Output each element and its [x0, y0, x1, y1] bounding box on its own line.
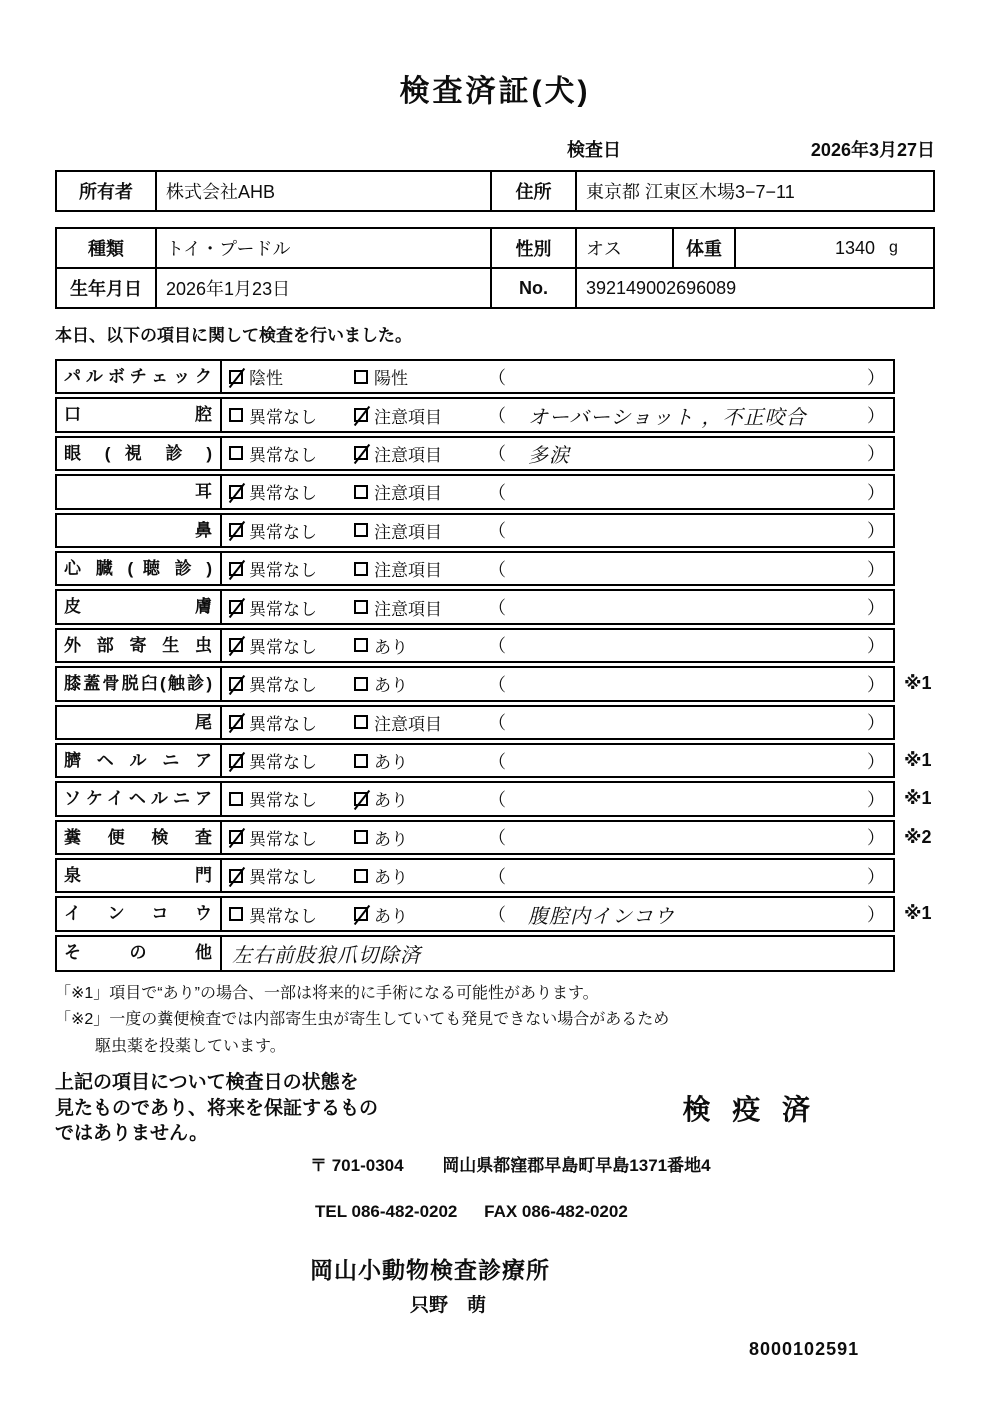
exam-option-1	[222, 361, 350, 392]
exam-line	[55, 781, 1000, 816]
checkbox[interactable]	[354, 408, 368, 422]
option-label: 異常なし	[249, 714, 317, 734]
disclaimer-text	[55, 1070, 378, 1147]
intro-text: 本日、以下の項目に関して検査を行いました。	[55, 326, 412, 345]
close-paren: ）	[867, 406, 885, 427]
exam-note-area	[486, 515, 893, 546]
footnote-mark	[895, 589, 940, 624]
exam-note-area	[486, 860, 893, 891]
inspection-date-label: 検査日	[567, 140, 621, 160]
exam-item-label: パルボチェック	[57, 361, 222, 392]
exam-note-area	[486, 745, 893, 776]
checkbox[interactable]	[229, 523, 243, 537]
exam-option-2	[350, 745, 486, 776]
exam-item-label: 糞 便 検 査	[57, 822, 222, 853]
exam-row	[55, 781, 895, 816]
exam-row	[55, 858, 895, 893]
exam-line	[55, 359, 1000, 394]
open-paren: （	[488, 866, 506, 887]
open-paren: （	[488, 751, 506, 772]
footnote-mark	[895, 359, 940, 394]
exam-option-2	[350, 591, 486, 622]
close-paren: ）	[867, 444, 885, 465]
exam-item-label: ソケイヘルニア	[57, 783, 222, 814]
exam-option-2	[350, 860, 486, 891]
address-value: 東京都 江東区木場3−7−11	[586, 182, 795, 202]
close-paren: ）	[867, 751, 885, 772]
exam-option-2	[350, 898, 486, 929]
exam-item-label: 外 部 寄 生 虫	[57, 630, 222, 661]
exam-note-area	[486, 399, 893, 430]
disclaimer-line-2: 見たものであり、将来を保証するもの	[55, 1097, 379, 1119]
footnote-2: 「※2」一度の糞便検査では内部寄生虫が寄生していても発見できない場合があるため	[55, 1011, 670, 1029]
exam-line	[55, 935, 1000, 972]
checkbox[interactable]	[229, 869, 243, 883]
option-label: 注意項目	[374, 561, 442, 581]
weight-unit: g	[889, 239, 898, 256]
exam-option-2	[350, 783, 486, 814]
exam-line	[55, 896, 1000, 931]
exam-line	[55, 589, 1000, 624]
open-paren: （	[488, 905, 506, 926]
exam-option-2	[350, 553, 486, 584]
sex-value: オス	[577, 229, 674, 267]
checkbox[interactable]	[354, 715, 368, 729]
option-label: 注意項目	[374, 714, 442, 734]
option-label: 異常なし	[249, 599, 317, 619]
footnote-mark: ※1	[904, 673, 932, 694]
exam-note-area	[486, 591, 893, 622]
checkbox[interactable]	[229, 792, 243, 806]
footnote-mark	[895, 935, 940, 972]
exam-line	[55, 705, 1000, 740]
exam-row	[55, 436, 895, 471]
exam-option-2	[350, 438, 486, 469]
option-label: 異常なし	[249, 829, 317, 849]
exam-option-1	[222, 668, 350, 699]
exam-row	[55, 551, 895, 586]
option-label: 異常なし	[249, 407, 317, 427]
exam-row	[55, 820, 895, 855]
clinic-fax: FAX 086-482-0202	[484, 1201, 628, 1221]
option-label: 異常なし	[249, 791, 317, 811]
open-paren: （	[488, 789, 506, 810]
checkbox[interactable]	[229, 600, 243, 614]
exam-line	[55, 858, 1000, 893]
checkbox[interactable]	[229, 446, 243, 460]
footnote-mark	[895, 628, 940, 663]
number-label: No.	[492, 269, 577, 307]
close-paren: ）	[867, 866, 885, 887]
checkbox[interactable]	[229, 638, 243, 652]
option-label: あり	[374, 753, 408, 773]
footnote-mark: ※1	[904, 903, 932, 924]
exam-row	[55, 628, 895, 663]
footnote-mark	[895, 551, 940, 586]
exam-note-area	[486, 630, 893, 661]
checkbox[interactable]	[354, 677, 368, 691]
exam-option-1	[222, 438, 350, 469]
option-label: 異常なし	[249, 445, 317, 465]
exam-row	[55, 359, 895, 394]
exam-row	[55, 935, 895, 972]
exam-note-area	[486, 707, 893, 738]
exam-note-area	[486, 668, 893, 699]
exam-option-2	[350, 707, 486, 738]
checkbox[interactable]	[354, 562, 368, 576]
exam-line	[55, 513, 1000, 548]
close-paren: ）	[867, 559, 885, 580]
checkbox[interactable]	[229, 907, 243, 921]
exam-note-area	[486, 553, 893, 584]
footnote-mark	[895, 436, 940, 471]
birthdate-value: 2026年1月23日	[157, 269, 492, 307]
disclaimer-block	[55, 1070, 935, 1147]
document-number: 8000102591	[749, 1338, 860, 1359]
footnote-mark	[895, 705, 940, 740]
checkbox[interactable]	[354, 754, 368, 768]
exam-item-label: 膝蓋骨脱臼(触診)	[57, 668, 222, 699]
footnotes	[55, 981, 935, 1060]
option-label: 異常なし	[249, 637, 317, 657]
checkbox[interactable]	[354, 485, 368, 499]
birthdate-label: 生年月日	[57, 269, 157, 307]
exam-line	[55, 743, 1000, 778]
clinic-block	[310, 1151, 1000, 1317]
checkbox[interactable]	[354, 600, 368, 614]
option-label: あり	[374, 791, 408, 811]
footnote-mark	[895, 474, 940, 509]
option-label: 注意項目	[374, 445, 442, 465]
handwritten-note: 多涙	[528, 442, 570, 467]
exam-item-label: 臍 ヘ ル ニ ア	[57, 745, 222, 776]
footnote-mark	[895, 858, 940, 893]
clinic-name: 岡山小動物検査診療所	[310, 1256, 550, 1283]
close-paren: ）	[867, 905, 885, 926]
exam-item-label: 尾	[57, 707, 222, 738]
open-paren: （	[488, 559, 506, 580]
exam-note-area	[486, 822, 893, 853]
option-label: あり	[374, 906, 408, 926]
exam-option-1	[222, 860, 350, 891]
checkbox[interactable]	[354, 907, 368, 921]
sex-label: 性別	[492, 229, 577, 267]
exam-note-area	[486, 476, 893, 507]
owner-value: 株式会社AHB	[157, 172, 492, 210]
owner-row	[55, 170, 935, 212]
exam-option-1	[222, 783, 350, 814]
exam-row	[55, 743, 895, 778]
exam-option-1	[222, 476, 350, 507]
quarantine-stamp: 検 疫 済	[682, 1094, 817, 1126]
exam-item-label: 泉 門	[57, 860, 222, 891]
handwritten-note: オーバーショット ，不正咬合	[528, 404, 807, 429]
exam-option-1	[222, 898, 350, 929]
exam-option-2	[350, 515, 486, 546]
footnote-mark	[895, 397, 940, 432]
handwritten-note: 左右前肢狼爪切除済	[232, 942, 421, 967]
exam-line	[55, 666, 1000, 701]
open-paren: （	[488, 674, 506, 695]
option-label: 異常なし	[249, 753, 317, 773]
footnote-2-cont: 駆虫薬を投薬しています。	[95, 1037, 286, 1055]
exam-note-area	[486, 361, 893, 392]
number-value: 392149002696089	[586, 277, 737, 298]
option-label: あり	[374, 829, 408, 849]
option-label: 異常なし	[249, 561, 317, 581]
close-paren: ）	[867, 521, 885, 542]
exam-row	[55, 513, 895, 548]
owner-table	[55, 170, 935, 212]
checkbox[interactable]	[229, 562, 243, 576]
examiner-name: 只野 萌	[410, 1294, 487, 1316]
checkbox[interactable]	[354, 869, 368, 883]
checkbox[interactable]	[354, 638, 368, 652]
checkbox[interactable]	[354, 370, 368, 384]
exam-item-label: 耳	[57, 476, 222, 507]
pet-table	[55, 227, 935, 309]
exam-option-1	[222, 399, 350, 430]
disclaimer-line-3: ではありません。	[55, 1123, 209, 1145]
option-label: 注意項目	[374, 599, 442, 619]
exam-row	[55, 474, 895, 509]
open-paren: （	[488, 713, 506, 734]
close-paren: ）	[867, 789, 885, 810]
close-paren: ）	[867, 674, 885, 695]
open-paren: （	[488, 828, 506, 849]
option-label: あり	[374, 868, 408, 888]
option-label: 異常なし	[249, 484, 317, 504]
open-paren: （	[488, 367, 506, 388]
close-paren: ）	[867, 713, 885, 734]
exam-note-area	[486, 438, 893, 469]
footnote-mark: ※2	[904, 826, 932, 847]
option-label: 異常なし	[249, 868, 317, 888]
exam-item-label: そ の 他	[57, 937, 222, 970]
footnote-1: 「※1」項目で“あり”の場合、一部は将来的に手術になる可能性があります。	[55, 984, 599, 1002]
handwritten-note: 腹腔内インコウ	[528, 903, 675, 928]
checkbox[interactable]	[229, 754, 243, 768]
open-paren: （	[488, 598, 506, 619]
option-label: 注意項目	[374, 484, 442, 504]
checkbox[interactable]	[229, 485, 243, 499]
weight-label: 体重	[674, 229, 736, 267]
address-label: 住所	[492, 172, 577, 210]
other-note-area	[222, 937, 893, 970]
exam-line	[55, 551, 1000, 586]
exam-option-1	[222, 553, 350, 584]
option-label: 異常なし	[249, 676, 317, 696]
exam-row	[55, 666, 895, 701]
exam-item-label: 心 臓 ( 聴 診 )	[57, 553, 222, 584]
checkbox[interactable]	[229, 677, 243, 691]
clinic-address: 岡山県都窪郡早島町早島1371番地4	[442, 1155, 711, 1175]
clinic-address-line	[310, 1151, 1000, 1176]
exam-note-area	[486, 898, 893, 929]
exam-row	[55, 589, 895, 624]
pet-row-2	[55, 269, 935, 309]
exam-option-1	[222, 591, 350, 622]
option-label: あり	[374, 676, 408, 696]
checkbox[interactable]	[354, 523, 368, 537]
footnote-mark: ※1	[904, 749, 932, 770]
exam-item-label: イ ン コ ウ	[57, 898, 222, 929]
exam-option-2	[350, 630, 486, 661]
option-label: 陰性	[249, 369, 283, 389]
weight-cell	[736, 229, 933, 267]
document-title: 検査済証(犬)	[399, 75, 591, 108]
exam-option-1	[222, 822, 350, 853]
inspection-date-row	[55, 136, 935, 162]
clinic-phone-line	[315, 1202, 1000, 1222]
option-label: 注意項目	[374, 522, 442, 542]
open-paren: （	[488, 482, 506, 503]
checkbox[interactable]	[354, 830, 368, 844]
close-paren: ）	[867, 482, 885, 503]
exam-item-label: 皮 膚	[57, 591, 222, 622]
option-label: 異常なし	[249, 906, 317, 926]
exam-option-2	[350, 668, 486, 699]
exam-option-2	[350, 822, 486, 853]
exam-item-label: 鼻	[57, 515, 222, 546]
open-paren: （	[488, 406, 506, 427]
owner-label: 所有者	[57, 172, 157, 210]
breed-label: 種類	[57, 229, 157, 267]
exam-table	[55, 359, 1000, 972]
exam-line	[55, 628, 1000, 663]
exam-line	[55, 820, 1000, 855]
footnote-mark: ※1	[904, 788, 932, 809]
disclaimer-line-1: 上記の項目について検査日の状態を	[55, 1072, 359, 1094]
checkbox[interactable]	[229, 408, 243, 422]
checkbox[interactable]	[354, 446, 368, 460]
open-paren: （	[488, 521, 506, 542]
exam-row	[55, 896, 895, 931]
exam-option-2	[350, 399, 486, 430]
checkbox[interactable]	[229, 370, 243, 384]
checkbox[interactable]	[229, 715, 243, 729]
close-paren: ）	[867, 598, 885, 619]
breed-value: トイ・プードル	[157, 229, 492, 267]
option-label: あり	[374, 637, 408, 657]
option-label: 陽性	[374, 369, 408, 389]
open-paren: （	[488, 636, 506, 657]
checkbox[interactable]	[229, 830, 243, 844]
exam-option-2	[350, 361, 486, 392]
inspection-date-value: 2026年3月27日	[810, 140, 935, 160]
exam-item-label: 眼 ( 視 診 )	[57, 438, 222, 469]
postal-code: 〒 701-0304	[310, 1155, 404, 1175]
exam-row	[55, 705, 895, 740]
clinic-tel: TEL 086-482-0202	[315, 1201, 458, 1221]
open-paren: （	[488, 444, 506, 465]
exam-item-label: 口 腔	[57, 399, 222, 430]
close-paren: ）	[867, 367, 885, 388]
exam-line	[55, 397, 1000, 432]
close-paren: ）	[867, 636, 885, 657]
close-paren: ）	[867, 828, 885, 849]
option-label: 注意項目	[374, 407, 442, 427]
weight-value: 1340	[834, 237, 875, 258]
exam-option-1	[222, 515, 350, 546]
exam-option-1	[222, 630, 350, 661]
exam-row	[55, 397, 895, 432]
option-label: 異常なし	[249, 522, 317, 542]
exam-line	[55, 436, 1000, 471]
exam-option-2	[350, 476, 486, 507]
footnote-mark	[895, 513, 940, 548]
exam-option-1	[222, 707, 350, 738]
pet-row-1	[55, 227, 935, 269]
exam-option-1	[222, 745, 350, 776]
checkbox[interactable]	[354, 792, 368, 806]
exam-note-area	[486, 783, 893, 814]
exam-line	[55, 474, 1000, 509]
